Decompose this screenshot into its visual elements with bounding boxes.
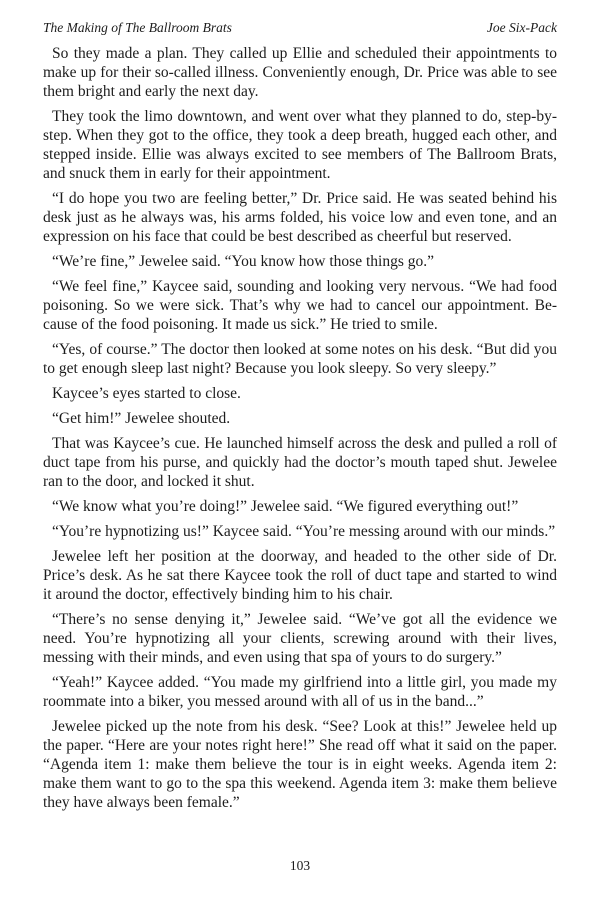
paragraph: “We know what you’re doing!” Jewelee said. “We figured everything out!”: [52, 498, 519, 515]
paragraph: “Yes, of course.” The doctor then looked at some notes on his desk. “But did you to get enough sleep last night? Because you look sleepy. So very sleepy.”: [43, 341, 557, 377]
author-name: Joe Six-Pack: [486, 20, 557, 35]
page-footer: [0, 858, 600, 874]
paragraph: “Yeah!” Kaycee added. “You made my girlfriend into a little girl, you made my roommate into a biker, you messed around with all of us in the band...”: [43, 674, 557, 710]
paragraph: “We feel fine,” Kaycee said, sounding and looking very nervous. “We had food poisoning. So we were sick. That’s why we had to cancel our appointment. Because of the food poisoning. It made us sick.” He tried to smile.: [43, 278, 557, 333]
paragraph: Jewelee picked up the note from his desk. “See? Look at this!” Jewelee held up the paper. “Here are your notes right here!” She read off what it said on the paper. “Agenda item 1: make them believe the tour is in eight weeks. Agenda item 2: make them want to go to the spa this weekend. Agenda item 3: make them believe they have always been female.”: [43, 718, 557, 811]
page-body: [43, 44, 557, 812]
paragraph: “I do hope you two are feeling better,” Dr. Price said. He was seated behind his desk just as he always was, his arms folded, his voice low and even tone, and an expression on his face that could be best described as cheerful but reserved.: [43, 190, 557, 245]
paragraph: Jewelee left her position at the doorway, and headed to the other side of Dr. Price’s desk. As he sat there Kaycee took the roll of duct tape and started to wind it around the doctor, effectively binding him to his chair.: [43, 548, 557, 603]
paragraph: “Get him!” Jewelee shouted.: [52, 410, 231, 427]
paragraph: “There’s no sense denying it,” Jewelee said. “We’ve got all the evidence we need. You’re hypnotizing all your clients, screwing around with their lives, messing with their minds, and even using that spa of yours to do surgery.”: [43, 611, 557, 666]
page-number: 103: [289, 858, 311, 873]
paragraph: So they made a plan. They called up Ellie and scheduled their appointments to make up for their so-called illness. Conveniently enough, Dr. Price was able to see them bright and early the next day.: [43, 45, 557, 100]
paragraph: “We’re fine,” Jewelee said. “You know how those things go.”: [52, 253, 434, 270]
paragraph: Kaycee’s eyes started to close.: [52, 385, 241, 402]
paragraph: That was Kaycee’s cue. He launched himself across the desk and pulled a roll of duct tape from his purse, and quickly had the doctor’s mouth taped shut. Jewelee ran to the door, and locked it shut.: [43, 435, 557, 490]
book-title: The Making of The Ballroom Brats: [43, 20, 232, 35]
paragraph: “You’re hypnotizing us!” Kaycee said. “You’re messing around with our minds.”: [52, 523, 556, 540]
paragraph: They took the limo downtown, and went over what they planned to do, step-by-step. When they got to the office, they took a deep breath, hugged each other, and stepped inside. Ellie was always excited to see members of The Ballroom Brats, and snuck them in early for their appointment.: [43, 108, 557, 182]
running-header: [43, 20, 557, 35]
